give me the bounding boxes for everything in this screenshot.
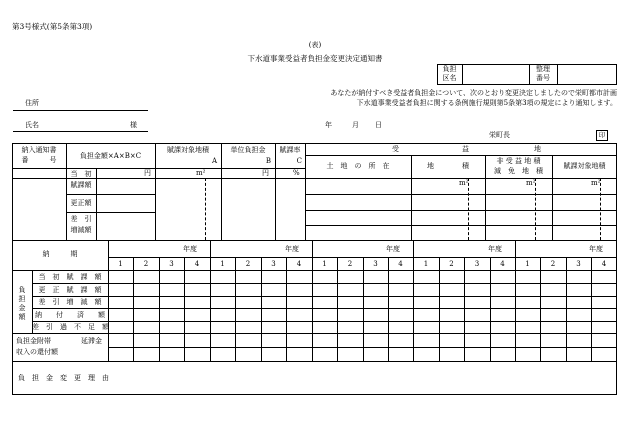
unit-percent: % (293, 169, 300, 177)
date-day: 日 (375, 121, 382, 129)
row-initial: 当 初 (70, 170, 92, 178)
surcharge-label: 負担金附帯 (16, 337, 51, 345)
seal-stamp: 印 (596, 130, 608, 141)
name-label: 氏名 (25, 121, 39, 129)
number-label: 整理 (536, 65, 550, 73)
district-label: 負担 (442, 65, 457, 73)
rate-header: 賦課率 (279, 146, 301, 154)
notice-no-header: 納入通知書 (21, 146, 57, 154)
table-marker: (表) (308, 41, 322, 49)
chiseki-header: 地 積 (427, 162, 469, 170)
sched-row-paid: 納 付 済 額 (35, 311, 105, 319)
late-fee-label: 延滞金 (81, 337, 102, 345)
target-area-header: 賦課対象地積 (563, 162, 606, 170)
benefit-land-header: 受 (392, 145, 399, 153)
row-revised: 更正額 (70, 199, 92, 207)
district-number-box (437, 64, 617, 85)
year-label-1: 年度 (183, 245, 197, 253)
amount-header: 負担金額×A×B×C (79, 152, 142, 160)
notice-line-1: あなたが納付すべき受益者負担金について、次のとおり変更決定しましたので栄町都市計画 (330, 89, 617, 97)
form-number: 第3号様式(第5条第3項) (12, 22, 93, 31)
unit-charge-header: 単位負担金 (230, 146, 266, 154)
page-title: 下水道事業受益者負担金変更決定通知書 (247, 54, 383, 63)
unit-m2: m² (196, 169, 206, 177)
sched-row-balance: 差 引 過 不 足 額 (32, 323, 109, 331)
area-header: 賦課対象地積 (167, 146, 209, 154)
sched-row-diff: 差 引 増 減 額 (38, 298, 102, 306)
exempt-header: 非 受 益 地 積 (496, 157, 541, 165)
notice-line-2: 下水道事業受益者負担に関する条例施行規則第5条第3項の規定により通知します。 (356, 99, 617, 107)
row-diff: 差 引 (70, 215, 92, 223)
year-label-2: 年度 (285, 245, 299, 253)
year-label-4: 年度 (488, 245, 502, 253)
unit-yen: 円 (144, 169, 151, 177)
mayor-label: 栄町長 (489, 131, 510, 139)
address-label: 住所 (25, 99, 39, 107)
schedule-label: 納 期 (42, 250, 78, 258)
location-header: 土 地 の 所 在 (326, 162, 390, 170)
date-month: 月 (352, 121, 359, 129)
sama-label: 様 (130, 121, 137, 129)
year-label-5: 年度 (589, 245, 603, 253)
reason-label: 負 担 金 変 更 理 由 (18, 374, 109, 382)
sched-row-revised: 更 正 賦 課 額 (38, 286, 102, 294)
date-year: 年 (325, 121, 332, 129)
side-label: 負 (18, 286, 26, 294)
sched-row-initial: 当 初 賦 課 額 (38, 273, 102, 281)
year-label-3: 年度 (386, 245, 400, 253)
